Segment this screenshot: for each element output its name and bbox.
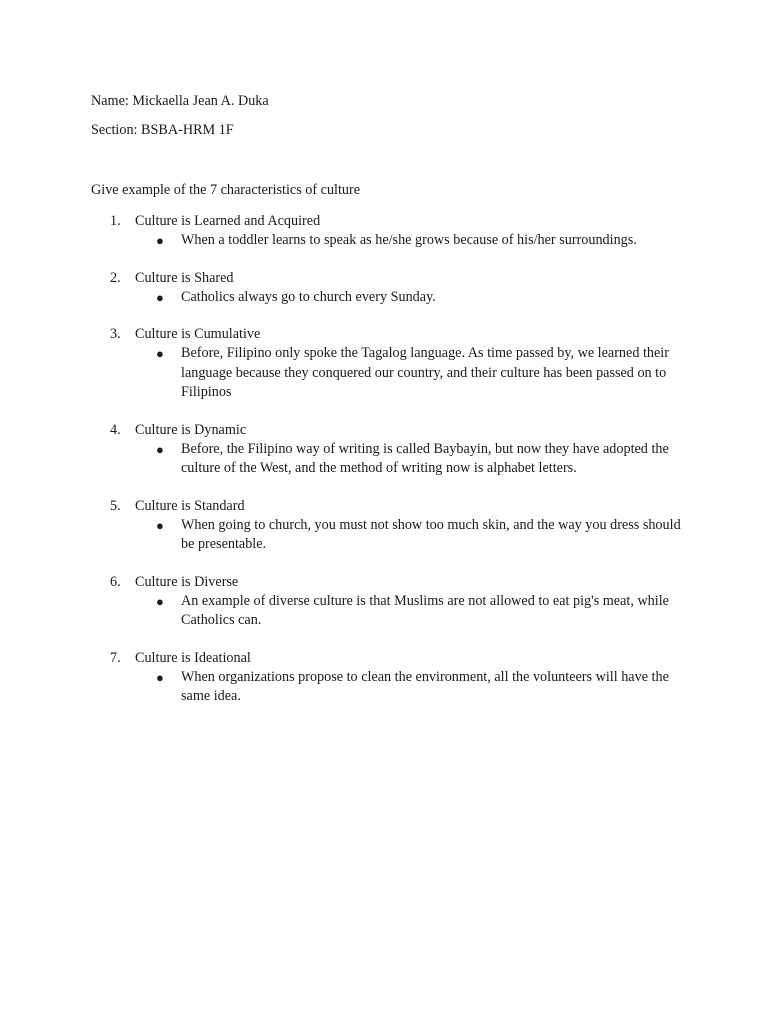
item-example xyxy=(0,668,768,707)
list-item xyxy=(0,420,768,479)
bullet-icon: ● xyxy=(156,593,164,609)
characteristics-list xyxy=(0,211,768,724)
list-item xyxy=(0,572,768,631)
item-number: 1. xyxy=(110,213,121,229)
item-number: 7. xyxy=(110,649,121,666)
item-title: Culture is Dynamic xyxy=(135,421,247,438)
item-example-text: When a toddler learns to speak as he/she grows because of his/her surroundings. xyxy=(181,232,637,248)
bullet-icon: ● xyxy=(156,289,164,305)
item-number: 5. xyxy=(110,497,121,514)
item-number: 2. xyxy=(110,269,121,286)
item-number: 3. xyxy=(110,326,121,342)
list-item xyxy=(0,496,768,555)
item-title: Culture is Shared xyxy=(135,269,234,286)
item-example-text: Catholics always go to church every Sunday. xyxy=(181,288,436,305)
item-number: 4. xyxy=(110,421,121,438)
list-item xyxy=(0,648,768,707)
item-example-text: Before, the Filipino way of writing is called Baybayin, but now they have adopted the culture of the West, and the method of writing now is alphabet letters. xyxy=(181,440,669,476)
item-title: Culture is Learned and Acquired xyxy=(135,213,321,229)
item-example xyxy=(0,440,768,479)
bullet-icon: ● xyxy=(156,669,164,685)
student-name: Name: Mickaella Jean A. Duka xyxy=(91,93,269,109)
item-example xyxy=(0,592,768,631)
bullet-icon: ● xyxy=(156,441,164,457)
question-prompt: Give example of the 7 characteristics of culture xyxy=(91,182,361,198)
item-example-text: An example of diverse culture is that Muslims are not allowed to eat pig's meat, while Catholics can. xyxy=(181,592,669,628)
bullet-icon: ● xyxy=(156,517,164,533)
bullet-icon: ● xyxy=(156,233,164,248)
bullet-icon: ● xyxy=(156,346,164,361)
item-example-text: When going to church, you must not show too much skin, and the way you dress should be presentable. xyxy=(181,516,681,552)
item-example-text: Before, Filipino only spoke the Tagalog language. As time passed by, we learned their language because they conquered our country, and their culture has been passed on to Filipinos xyxy=(181,345,669,400)
student-section: Section: BSBA-HRM 1F xyxy=(91,122,234,138)
item-title: Culture is Diverse xyxy=(135,573,239,590)
item-example-text: When organizations propose to clean the environment, all the volunteers will have the same idea. xyxy=(181,668,669,704)
item-example xyxy=(0,516,768,555)
item-number: 6. xyxy=(110,573,121,590)
list-item xyxy=(0,268,768,308)
item-title: Culture is Ideational xyxy=(135,649,251,666)
item-title: Culture is Standard xyxy=(135,497,245,514)
item-example xyxy=(0,231,768,251)
item-example xyxy=(0,288,768,308)
item-title: Culture is Cumulative xyxy=(135,326,261,342)
item-example xyxy=(0,344,768,403)
list-item xyxy=(0,211,768,251)
list-item xyxy=(0,324,768,403)
